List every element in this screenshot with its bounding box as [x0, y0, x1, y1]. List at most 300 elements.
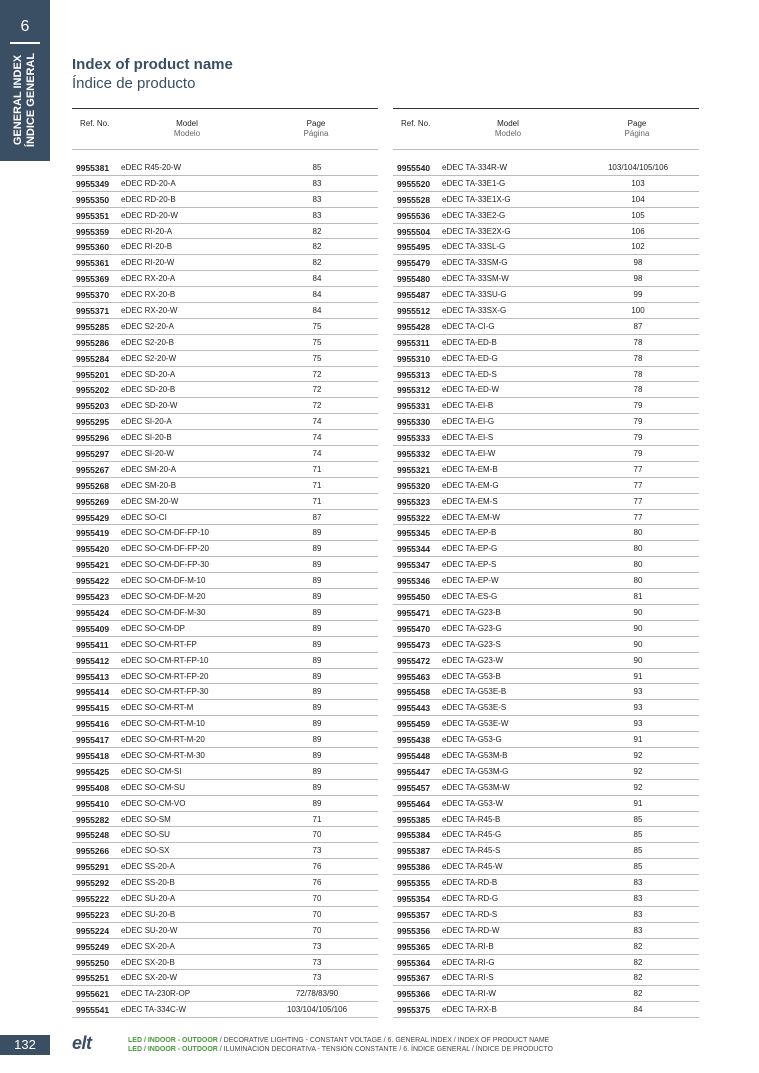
- model-name: eDEC SO-CM-RT-FP-30: [121, 687, 209, 697]
- model-name: eDEC SO-CM-DF-FP-30: [121, 560, 210, 570]
- model-name: eDEC SO-SX: [121, 846, 170, 856]
- table-row: [72, 557, 378, 573]
- model-name: eDEC TA-EP-G: [442, 544, 498, 554]
- table-row: [393, 589, 699, 605]
- page-ref: 84: [312, 306, 322, 316]
- table-row: [393, 732, 699, 748]
- page-subtitle: Índice de producto: [72, 75, 196, 92]
- page-ref: 85: [633, 830, 643, 840]
- ref-number: 9955355: [397, 878, 431, 889]
- ref-number: 9955322: [397, 512, 431, 523]
- model-name: eDEC TA-EM-W: [442, 512, 500, 522]
- page-ref: 92: [633, 782, 643, 792]
- table-row: [393, 875, 699, 891]
- ref-number: 9955349: [76, 178, 110, 189]
- page-ref: 80: [633, 544, 643, 554]
- model-name: eDEC TA-EM-B: [442, 464, 498, 474]
- ref-number: 9955347: [397, 560, 431, 571]
- model-name: eDEC SO-CM-DF-FP-20: [121, 544, 210, 554]
- ref-number: 9955285: [76, 321, 110, 332]
- model-name: eDEC RI-20-A: [121, 226, 173, 236]
- model-name: eDEC S2-20-W: [121, 353, 177, 363]
- ref-number: 9955310: [397, 353, 431, 364]
- page-ref: 89: [312, 687, 322, 697]
- model-name: eDEC TA-G23-W: [442, 655, 504, 665]
- page-ref: 74: [312, 417, 322, 427]
- model-name: eDEC RX-20-B: [121, 290, 176, 300]
- table-row: [393, 700, 699, 716]
- table-row: [72, 367, 378, 383]
- model-name: eDEC TA-33SM-W: [442, 274, 509, 284]
- model-name: eDEC TA-EM-G: [442, 480, 499, 490]
- page-ref: 89: [312, 639, 322, 649]
- model-name: eDEC TA-33SX-G: [442, 306, 507, 316]
- model-name: eDEC SO-CM-DP: [121, 623, 186, 633]
- table-row: [72, 939, 378, 955]
- model-name: eDEC TA-EM-S: [442, 496, 498, 506]
- model-name: eDEC TA-ED-W: [442, 385, 500, 395]
- model-name: eDEC TA-EP-W: [442, 576, 499, 586]
- table-row: [393, 462, 699, 478]
- ref-number: 9955369: [76, 274, 110, 285]
- table-row: [393, 796, 699, 812]
- page-ref: 81: [633, 592, 643, 602]
- table-row: [72, 955, 378, 971]
- ref-number: 9955201: [76, 369, 110, 380]
- page-number: 132: [0, 1035, 50, 1055]
- model-name: eDEC SO-CM-RT-FP: [121, 639, 197, 649]
- table-row: [393, 812, 699, 828]
- ref-number: 9955296: [76, 433, 110, 444]
- model-name: eDEC SO-SU: [121, 830, 170, 840]
- page-ref: 100: [631, 306, 645, 316]
- table-row: [72, 573, 378, 589]
- table-row: [72, 446, 378, 462]
- ref-number: 9955419: [76, 528, 110, 539]
- table-row: [72, 478, 378, 494]
- table-row: [72, 605, 378, 621]
- table-row: [72, 764, 378, 780]
- ref-number: 9955344: [397, 544, 431, 555]
- table-row: [72, 319, 378, 335]
- ref-number: 9955479: [397, 258, 431, 269]
- ref-number: 9955412: [76, 655, 110, 666]
- table-row: [393, 303, 699, 319]
- table-row: [72, 716, 378, 732]
- model-name: eDEC TA-G53E-S: [442, 703, 507, 713]
- table-row: [72, 684, 378, 700]
- model-name: eDEC TA-RX-B: [442, 1005, 497, 1015]
- model-name: eDEC TA-RD-B: [442, 878, 498, 888]
- ref-number: 9955458: [397, 687, 431, 698]
- model-name: eDEC TA-G53M-B: [442, 750, 508, 760]
- table-row: [393, 541, 699, 557]
- ref-number: 9955418: [76, 750, 110, 761]
- model-name: eDEC TA-334R-W: [442, 163, 508, 172]
- page-ref: 89: [312, 671, 322, 681]
- table-row: [72, 891, 378, 907]
- table-row: [393, 955, 699, 971]
- ref-number: 9955495: [397, 242, 431, 253]
- page-ref: 89: [312, 560, 322, 570]
- index-table-right: [393, 108, 699, 1018]
- ref-number: 9955311: [397, 337, 430, 348]
- page-ref: 82: [633, 989, 643, 999]
- page-ref: 76: [312, 878, 322, 888]
- table-row: [72, 653, 378, 669]
- table-row: [393, 859, 699, 875]
- brand-logo: elt: [72, 1033, 92, 1053]
- page-ref: 84: [312, 290, 322, 300]
- table-row: [393, 430, 699, 446]
- page-ref: 70: [312, 909, 322, 919]
- page-ref: 77: [633, 496, 643, 506]
- page-ref: 106: [631, 226, 645, 236]
- table-row: [393, 494, 699, 510]
- table-row: [393, 923, 699, 939]
- page-ref: 73: [312, 957, 322, 967]
- model-name: eDEC RD-20-B: [121, 194, 176, 204]
- chapter-rule: [10, 42, 40, 44]
- ref-number: 9955447: [397, 766, 431, 777]
- table-row: [72, 541, 378, 557]
- page-ref: 83: [633, 909, 643, 919]
- model-name: eDEC TA-33E2-G: [442, 210, 506, 220]
- model-name: eDEC SX-20-W: [121, 973, 178, 983]
- ref-number: 9955360: [76, 242, 110, 253]
- model-name: eDEC TA-334C-W: [121, 1005, 187, 1015]
- model-name: eDEC TA-G23-S: [442, 639, 501, 649]
- ref-number: 9955223: [76, 909, 110, 920]
- ref-number: 9955422: [76, 576, 110, 587]
- page-ref: 93: [633, 719, 643, 729]
- page-ref: 71: [312, 814, 322, 824]
- model-name: eDEC TA-33SL-G: [442, 242, 506, 252]
- model-name: eDEC SO-CM-DF-M-10: [121, 576, 206, 586]
- table-row: [72, 796, 378, 812]
- chapter-title-es: ÍNDICE GENERAL: [25, 52, 37, 148]
- model-name: eDEC TA-EI-G: [442, 417, 495, 427]
- model-name: eDEC SX-20-A: [121, 941, 175, 951]
- table-row: [393, 939, 699, 955]
- model-name: eDEC TA-ED-B: [442, 337, 497, 347]
- model-name: eDEC SI-20-W: [121, 449, 174, 459]
- model-name: eDEC RX-20-A: [121, 274, 176, 284]
- page-ref: 82: [633, 957, 643, 967]
- model-name: eDEC TA-ED-S: [442, 369, 497, 379]
- page-ref: 89: [312, 623, 322, 633]
- ref-number: 9955384: [397, 830, 431, 841]
- table-row: [393, 351, 699, 367]
- table-row: [393, 398, 699, 414]
- table-row: [72, 923, 378, 939]
- chapter-title-en: GENERAL INDEX: [12, 54, 24, 146]
- page-ref: 73: [312, 846, 322, 856]
- model-name: eDEC SO-CM-DF-M-30: [121, 607, 206, 617]
- page-ref: 83: [633, 893, 643, 903]
- ref-number: 9955266: [76, 846, 110, 857]
- table-row: [393, 160, 699, 176]
- table-row: [72, 748, 378, 764]
- ref-number: 9955457: [397, 782, 431, 793]
- ref-number: 9955413: [76, 671, 110, 682]
- ref-number: 9955357: [397, 909, 431, 920]
- model-name: eDEC TA-G53-W: [442, 798, 504, 808]
- model-name: eDEC TA-33SU-G: [442, 290, 507, 300]
- table-header: [72, 108, 378, 150]
- table-row: [72, 239, 378, 255]
- model-name: eDEC TA-G23-B: [442, 607, 501, 617]
- table-row: [393, 605, 699, 621]
- model-name: eDEC TA-R45-B: [442, 814, 501, 824]
- ref-number: 9955371: [76, 306, 110, 317]
- table-row: [393, 843, 699, 859]
- table-row: [72, 414, 378, 430]
- ref-number: 9955448: [397, 750, 431, 761]
- page-ref: 98: [633, 258, 643, 268]
- model-name: eDEC TA-ES-G: [442, 592, 498, 602]
- page-ref: 89: [312, 592, 322, 602]
- table-row: [72, 462, 378, 478]
- model-name: eDEC TA-33SM-G: [442, 258, 508, 268]
- ref-number: 9955330: [397, 417, 431, 428]
- table-row: [72, 287, 378, 303]
- model-name: eDEC SI-20-A: [121, 417, 172, 427]
- page-ref: 83: [312, 178, 322, 188]
- ref-number: 9955540: [397, 163, 431, 173]
- ref-number: 9955417: [76, 735, 110, 746]
- page-ref: 89: [312, 576, 322, 586]
- model-name: eDEC SO-CM-RT-FP-20: [121, 671, 209, 681]
- model-name: eDEC SO-CM-RT-M: [121, 703, 194, 713]
- ref-number: 9955295: [76, 417, 110, 428]
- page-ref: 90: [633, 623, 643, 633]
- page-ref: 102: [631, 242, 645, 252]
- model-name: eDEC TA-G53-G: [442, 735, 502, 745]
- ref-number: 9955429: [76, 512, 110, 523]
- table-row: [393, 176, 699, 192]
- ref-number: 9955364: [397, 957, 431, 968]
- table-row: [72, 637, 378, 653]
- ref-number: 9955269: [76, 496, 110, 507]
- page-ref: 90: [633, 607, 643, 617]
- table-row: [393, 287, 699, 303]
- table-row: [393, 780, 699, 796]
- model-name: eDEC SS-20-A: [121, 862, 175, 872]
- page-ref: 82: [633, 941, 643, 951]
- model-name: eDEC SU-20-B: [121, 909, 176, 919]
- table-row: [393, 319, 699, 335]
- page-ref: 72: [312, 401, 322, 411]
- model-name: eDEC TA-R45-S: [442, 846, 501, 856]
- ref-number: 9955203: [76, 401, 110, 412]
- model-name: eDEC SD-20-W: [121, 401, 178, 411]
- table-row: [393, 192, 699, 208]
- page-ref: 79: [633, 401, 643, 411]
- model-name: eDEC SU-20-W: [121, 925, 178, 935]
- page-ref: 82: [633, 973, 643, 983]
- model-name: eDEC TA-ED-G: [442, 353, 498, 363]
- ref-number: 9955421: [76, 560, 110, 571]
- ref-number: 9955249: [76, 941, 110, 952]
- page-ref: 70: [312, 830, 322, 840]
- model-name: eDEC S2-20-B: [121, 337, 174, 347]
- page-ref: 75: [312, 337, 322, 347]
- model-name: eDEC TA-R45-W: [442, 862, 503, 872]
- ref-number: 9955291: [76, 862, 110, 873]
- ref-number: 9955370: [76, 290, 110, 301]
- table-row: [72, 843, 378, 859]
- page-ref: 83: [312, 210, 322, 220]
- ref-number: 9955375: [397, 1005, 431, 1016]
- ref-number: 9955504: [397, 226, 431, 237]
- table-row: [72, 780, 378, 796]
- ref-number: 9955251: [76, 973, 110, 984]
- ref-number: 9955351: [76, 210, 110, 221]
- table-row: [393, 970, 699, 986]
- table-row: [72, 271, 378, 287]
- model-name: eDEC TA-230R-OP: [121, 989, 191, 999]
- page-ref: 78: [633, 337, 643, 347]
- model-name: eDEC TA-G53-B: [442, 671, 501, 681]
- ref-number: 9955463: [397, 671, 431, 682]
- model-name: eDEC TA-RD-G: [442, 893, 499, 903]
- ref-number: 9955459: [397, 719, 431, 730]
- page-ref: 84: [312, 274, 322, 284]
- page-ref: 85: [633, 846, 643, 856]
- page-ref: 91: [633, 798, 643, 808]
- model-name: eDEC TA-RD-W: [442, 925, 500, 935]
- table-row: [393, 382, 699, 398]
- page-ref: 79: [633, 433, 643, 443]
- page-ref: 93: [633, 703, 643, 713]
- page-title: Index of product name: [72, 56, 233, 73]
- table-row: [72, 160, 378, 176]
- page-ref: 89: [312, 798, 322, 808]
- ref-number: 9955424: [76, 607, 110, 618]
- page-ref: 87: [633, 321, 643, 331]
- table-row: [393, 224, 699, 240]
- table-row: [393, 748, 699, 764]
- model-name: eDEC SX-20-B: [121, 957, 175, 967]
- table-row: [393, 573, 699, 589]
- table-row: [393, 621, 699, 637]
- col-page-header: Page Página: [303, 119, 329, 138]
- model-name: eDEC TA-33E2X-G: [442, 226, 511, 236]
- table-row: [393, 891, 699, 907]
- model-name: eDEC TA-G53M-W: [442, 782, 510, 792]
- table-row: [393, 239, 699, 255]
- table-row: [393, 653, 699, 669]
- table-row: [393, 446, 699, 462]
- page-ref: 85: [633, 862, 643, 872]
- ref-number: 9955354: [397, 893, 431, 904]
- page-ref: 93: [633, 687, 643, 697]
- ref-number: 9955386: [397, 862, 431, 873]
- ref-number: 9955423: [76, 592, 110, 603]
- model-name: eDEC SD-20-A: [121, 369, 176, 379]
- table-row: [393, 478, 699, 494]
- table-row: [72, 494, 378, 510]
- model-name: eDEC SM-20-B: [121, 480, 177, 490]
- model-name: eDEC SS-20-B: [121, 878, 175, 888]
- model-name: eDEC TA-RI-W: [442, 989, 496, 999]
- page-ref: 89: [312, 782, 322, 792]
- page-ref: 89: [312, 766, 322, 776]
- model-name: eDEC SO-CM-VO: [121, 798, 186, 808]
- page-ref: 87: [312, 512, 322, 522]
- model-name: eDEC SM-20-W: [121, 496, 179, 506]
- model-name: eDEC R45-20-W: [121, 163, 182, 172]
- table-row: [72, 525, 378, 541]
- model-name: eDEC TA-RI-S: [442, 973, 494, 983]
- table-row: [72, 700, 378, 716]
- table-row: [72, 398, 378, 414]
- ref-number: 9955323: [397, 496, 431, 507]
- table-row: [72, 859, 378, 875]
- page-ref: 80: [633, 576, 643, 586]
- page-ref: 80: [633, 560, 643, 570]
- chapter-number: 6: [20, 18, 30, 35]
- model-name: eDEC TA-G53M-G: [442, 766, 509, 776]
- ref-number: 9955473: [397, 639, 431, 650]
- table-row: [72, 303, 378, 319]
- page-ref: 76: [312, 862, 322, 872]
- table-row: [393, 684, 699, 700]
- model-name: eDEC RX-20-W: [121, 306, 178, 316]
- model-name: eDEC TA-G53E-B: [442, 687, 507, 697]
- page-ref: 89: [312, 655, 322, 665]
- model-name: eDEC SI-20-B: [121, 433, 172, 443]
- page-ref: 103/104/105/106: [286, 1005, 348, 1015]
- page-ref: 89: [312, 735, 322, 745]
- page-ref: 72: [312, 369, 322, 379]
- ref-number: 9955385: [397, 814, 431, 825]
- ref-number: 9955520: [397, 178, 431, 189]
- page-ref: 104: [631, 194, 645, 204]
- ref-number: 9955282: [76, 814, 110, 825]
- ref-number: 9955297: [76, 449, 110, 460]
- ref-number: 9955321: [397, 464, 431, 475]
- page-ref: 90: [633, 655, 643, 665]
- table-row: [72, 351, 378, 367]
- page-ref: 83: [633, 878, 643, 888]
- ref-number: 9955345: [397, 528, 431, 539]
- ref-number: 9955346: [397, 576, 431, 587]
- model-name: eDEC TA-33E1-G: [442, 178, 506, 188]
- model-name: eDEC TA-RI-G: [442, 957, 495, 967]
- table-row: [393, 827, 699, 843]
- table-row: [393, 255, 699, 271]
- page-ref: 91: [633, 671, 643, 681]
- table-row: [72, 335, 378, 351]
- model-name: eDEC TA-G23-G: [442, 623, 502, 633]
- page-ref: 78: [633, 385, 643, 395]
- model-name: eDEC SO-CM-DF-M-20: [121, 592, 206, 602]
- table-row: [72, 812, 378, 828]
- table-row: [393, 414, 699, 430]
- model-name: eDEC TA-EI-W: [442, 449, 496, 459]
- ref-number: 9955381: [76, 163, 110, 173]
- ref-number: 9955414: [76, 687, 110, 698]
- table-row: [393, 669, 699, 685]
- page-ref: 82: [312, 226, 322, 236]
- model-name: eDEC TA-EP-B: [442, 528, 497, 538]
- table-row: [393, 557, 699, 573]
- table-row: [72, 621, 378, 637]
- table-row: [72, 192, 378, 208]
- model-name: eDEC TA-EP-S: [442, 560, 497, 570]
